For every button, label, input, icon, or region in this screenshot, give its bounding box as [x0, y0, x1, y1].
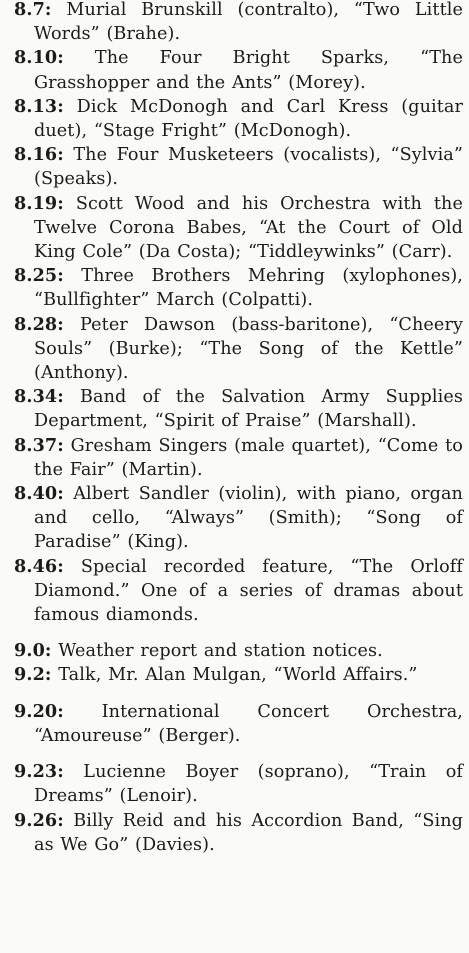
listing-entry — [14, 639, 463, 663]
listing-entry — [14, 809, 463, 857]
listing-text: Talk, Mr. Alan Mulgan, “World Affairs.” — [58, 665, 418, 686]
listing-entry — [14, 700, 463, 748]
listing-entry — [14, 143, 463, 191]
listing-text: Murial Brunskill (contralto), “Two Little Words” (Brahe). — [34, 0, 463, 45]
listing-time: 9.0: — [14, 640, 52, 662]
listing-time: 9.2: — [14, 664, 52, 686]
listing-text: Lucienne Boyer (soprano), “Train of Dreams” (Lenoir). — [34, 762, 463, 807]
listing-text: International Concert Orchestra, “Amoureuse” (Berger). — [34, 701, 463, 746]
listing-entry — [14, 555, 463, 628]
listing-time: 8.25: — [14, 265, 64, 287]
listing-text: Dick McDonogh and Carl Kress (guitar duet), “Stage Fright” (McDonogh). — [34, 96, 463, 142]
listing-time: 8.7: — [14, 0, 52, 20]
listing-entry — [14, 760, 463, 808]
section-gap — [14, 627, 463, 639]
listing-time: 8.16: — [14, 144, 64, 166]
listing-time: 8.28: — [14, 313, 64, 335]
listing-time: 8.13: — [14, 95, 64, 117]
listing-entry — [14, 313, 463, 386]
listing-text: Band of the Salvation Army Supplies Department, “Spirit of Praise” (Marshall). — [34, 387, 463, 432]
section-gap — [14, 688, 463, 700]
listing-time: 8.19: — [14, 192, 64, 214]
listing-entry — [14, 663, 463, 687]
listing-text: Peter Dawson (bass-baritone), “Cheery Souls” (Burke); “The Song of the Kettle” (Anthony). — [34, 314, 463, 384]
section-gap — [14, 748, 463, 760]
listing-text: The Four Bright Sparks, “The Grasshopper and the Ants” (Morey). — [34, 48, 463, 93]
listing-time: 8.40: — [14, 483, 64, 505]
listing-entry — [14, 434, 463, 482]
listing-entry — [14, 482, 463, 555]
listing-entry — [14, 0, 463, 46]
listing-entry — [14, 46, 463, 94]
listing-entry — [14, 264, 463, 312]
listing-text: Scott Wood and his Orchestra with the Twelve Corona Babes, “At the Court of Old King Cole” (Da Costa); “Tiddleywinks” (Carr). — [34, 193, 463, 263]
listing-time: 9.23: — [14, 761, 64, 783]
listing-time: 8.37: — [14, 434, 64, 456]
listing-text: Special recorded feature, “The Orloff Diamond.” One of a series of dramas about famous diamonds. — [34, 556, 463, 626]
listing-time: 8.46: — [14, 555, 64, 577]
listing-entry — [14, 192, 463, 265]
listing-text: Billy Reid and his Accordion Band, “Sing as We Go” (Davies). — [34, 810, 463, 855]
listing-time: 9.26: — [14, 809, 64, 831]
listing-entry — [14, 385, 463, 433]
listing-time: 9.20: — [14, 700, 64, 722]
listing-text: Gresham Singers (male quartet), “Come to the Fair” (Martin). — [34, 435, 463, 480]
listing-text: Weather report and station notices. — [58, 641, 383, 662]
listing-time: 8.10: — [14, 47, 64, 69]
listing-text: The Four Musketeers (vocalists), “Sylvia” (Speaks). — [34, 145, 463, 190]
listing-text: Albert Sandler (violin), with piano, organ and cello, “Always” (Smith); “Song of Paradise” (King). — [34, 484, 463, 553]
listing-text: Three Brothers Mehring (xylophones), “Bullfighter” March (Colpatti). — [34, 266, 463, 311]
listing-entry — [14, 95, 463, 143]
listing-time: 8.34: — [14, 386, 64, 408]
